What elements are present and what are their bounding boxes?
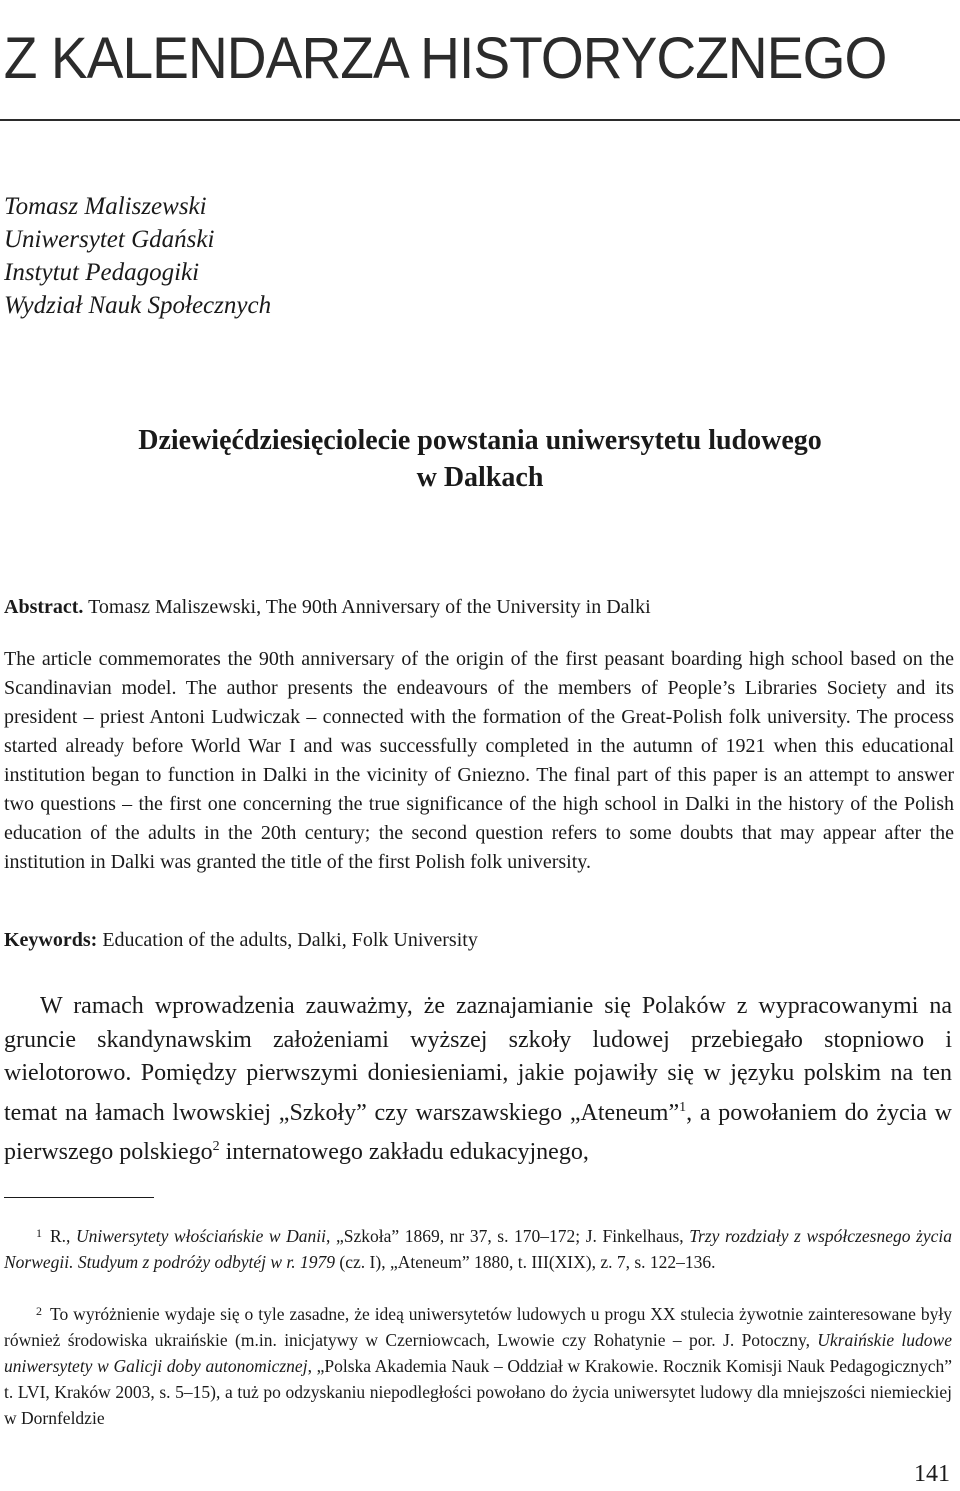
footnote-ref-1: 1 <box>679 1099 687 1115</box>
body-text-part-1: W ramach wprowadzenia zauważmy, że zaznajamianie się Polaków z wypracowanymi na gruncie skandynawskim założeniami wyższej szkoły ludowej przebiegało stopniowo i wielotorowo. Pomiędzy pierwszymi doniesieniami, jakie pojawiły się w języku polskim na ten temat na łamach lwowskiej „Szkoły” czy warszawskiego „Ateneum” <box>4 993 952 1126</box>
footnote-1-text-e: (cz. I), „Ateneum” 1880, t. III(XIX), z. 7, s. 122–136. <box>335 1252 716 1272</box>
author-university: Uniwersytet Gdański <box>4 226 215 253</box>
abstract-label: Abstract. <box>4 596 84 618</box>
author-institute: Instytut Pedagogiki <box>4 259 200 286</box>
body-paragraph <box>4 990 952 1170</box>
page-number: 141 <box>914 1461 950 1487</box>
body-text-part-2: , a powołaniem do życia w pierwszego polskiego <box>4 1099 952 1165</box>
section-header: Z KALENDARZA HISTORYCZNEGO <box>3 26 887 91</box>
keywords-label: Keywords: <box>4 929 98 951</box>
footnote-1-text-c: , „Szkoła” 1869, nr 37, s. 170–172; J. Finkelhaus, <box>326 1226 690 1246</box>
article-title-line-1: Dziewięćdziesięciolecie powstania uniwersytetu ludowego <box>138 425 822 456</box>
abstract-heading <box>4 593 954 622</box>
header-divider <box>0 119 960 121</box>
footnote-1 <box>4 1220 952 1275</box>
footnote-2-title: Ukraińskie ludowe uniwersytety w Galicji doby autonomicznej <box>4 1330 952 1376</box>
abstract-heading-text: Tomasz Maliszewski, The 90th Anniversary of the University in Dalki <box>88 596 651 618</box>
author-name: Tomasz Maliszewski <box>4 193 207 220</box>
body-text-part-3: internatowego zakładu edukacyjnego, <box>219 1139 589 1165</box>
footnote-1-text-a: R., <box>50 1226 76 1246</box>
footnote-2-text-a: To wyróżnienie wydaje się o tyle zasadne, że ideą uniwersytetów ludowych u progu XX stulecia żywotnie zainteresowane były również środowiska ukraińskie (m.in. inicjatywy w Czerniowcach, Lwowie czy Rohatynie – por. J. Potoczny, <box>4 1304 952 1350</box>
footnote-2 <box>4 1298 952 1431</box>
footnote-1-title-b: Trzy rozdziały z współczesnego życia Norwegii. Studyum z podróży odbytéj w r. 1979 <box>4 1226 952 1272</box>
article-title <box>0 422 960 496</box>
keywords-text: Education of the adults, Dalki, Folk University <box>102 929 478 951</box>
footnote-divider <box>4 1197 154 1198</box>
author-block <box>4 190 704 322</box>
footnote-1-title-a: Uniwersytety włościańskie w Danii <box>76 1226 327 1246</box>
footnote-2-number: 2 <box>36 1304 42 1318</box>
footnote-ref-2: 2 <box>212 1139 220 1154</box>
keywords <box>4 926 954 955</box>
article-title-line-2: w Dalkach <box>416 462 544 493</box>
footnote-1-number: 1 <box>36 1226 42 1240</box>
author-faculty: Wydział Nauk Społecznych <box>4 292 272 319</box>
abstract-body: The article commemorates the 90th anniversary of the origin of the first peasant boarding high school based on the Scandinavian model. The author presents the endeavours of the members of People’s Libraries Society and its president – priest Antoni Ludwiczak – connected with the formation of the Great-Polish folk university. The process started already before World War I and was successfully completed in the autumn of 1921 when this educational institution began to function in Dalki in the vicinity of Gniezno. The final part of this paper is an attempt to answer two questions – the first one concerning the true significance of the high school in Dalki in the history of the Polish education of the adults in the 20th century; the second question refers to some doubts that may appear after the institution in Dalki was granted the title of the first Polish folk university. <box>4 648 954 873</box>
footnote-2-text-c: , „Polska Akademia Nauk – Oddział w Krakowie. Rocznik Komisji Nauk Pedagogicznych” t. LVI, Kraków 2003, s. 5–15), a tuż po odzyskaniu niepodległości powołano do życia uniwersytet ludowy dla mniejszości niemieckiej w Dornfeldzie <box>4 1356 953 1428</box>
